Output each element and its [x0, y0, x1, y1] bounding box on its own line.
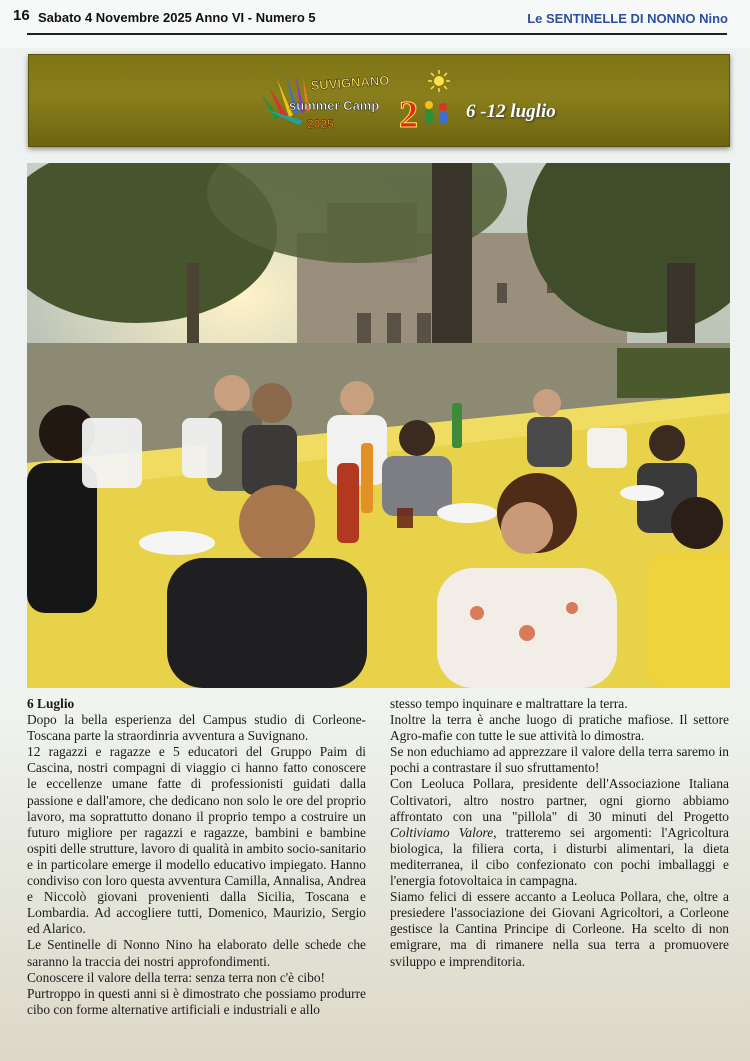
- article-text: , tratteremo sei argomenti: l'Agricoltura biologica, la filiera corta, i disturbi alimentari, la dieta mediterranea, il cibo confezionato con pochi imballaggi e l'energia fotovoltaica in campagna.: [390, 824, 729, 889]
- article-paragraph: Le Sentinelle di Nonno Nino ha elaborato delle schede che saranno la traccia dei nostri approfondimenti.: [27, 937, 366, 969]
- article-text: Con Leoluca Pollara, presidente dell'Associazione Italiana Coltivatori, altro nostro partner, ogni giorno abbiamo affrontato con una "pillola" di 30 minuti del Progetto: [390, 776, 729, 824]
- article-paragraph: stesso tempo inquinare e maltrattare la terra.: [390, 696, 628, 711]
- page-header: [0, 0, 750, 48]
- logo-number: 2: [399, 94, 418, 135]
- header-rule: [27, 33, 727, 35]
- article-paragraph: Conoscere il valore della terra: senza terra non c'è cibo!: [27, 969, 325, 985]
- article-paragraph: [390, 776, 729, 889]
- issue-date-line: Sabato 4 Novembre 2025 Anno VI - Numero 5: [38, 10, 316, 25]
- article-paragraph: Dopo la bella esperienza del Campus studio di Corleone-Toscana parte la straordinria avventura a Suvignano.: [27, 712, 366, 744]
- logo-year: 2025: [307, 117, 334, 131]
- article-column-left: [27, 696, 366, 1018]
- sun-icon: [428, 70, 450, 92]
- article-paragraph: Purtroppo in questi anni si è dimostrato che possiamo produrre cibo con forme alternative artificiali e industriali e allo: [27, 985, 366, 1017]
- page-number: 16: [13, 7, 30, 24]
- article-paragraph: Siamo felici di essere accanto a Leoluca Pollara, che, oltre a presiedere l'associazione dei Giovani Agricoltori, a Corleone gestisce la Cantina Principe di Corleone. Ha scelto di non emigrare, ma di rimanere nella sua terra a promuovere sviluppo e imprenditoria.: [390, 889, 729, 969]
- article-paragraph: Se non educhiamo ad apprezzare il valore della terra saremo in pochi a contrastare il suo sfruttamento!: [390, 744, 729, 776]
- project-name: Coltiviamo Valore: [390, 824, 494, 840]
- summer-camp-banner: [28, 54, 730, 147]
- kids-figures-icon: [425, 101, 447, 124]
- article-paragraph: 12 ragazzi e ragazze e 5 educatori del Gruppo Paim di Cascina, nostri compagni di viaggio ci hanno fatto conoscere le eccellenze umane fatte di professionisti guidati dalla passione e dall'amore, che dedicano non solo le ore del proprio lavoro, ma soprattutto donano il proprio tempo a costruire un futuro migliore per ragazzi e ragazze, bambini e bambine ospiti delle strutture, lavoro di qualità in ambito socio-sanitario e in particolare emerge il modello educativo impiegato. Hanno condiviso con loro questa avventura Camilla, Annalisa, Andrea e Niccolò giovani provenienti dalla Sicilia, Toscana e Lombardia. Ad accogliere tutti, Domenico, Maurizio, Sergio ed Alarico.: [27, 744, 366, 937]
- camp-dates: 6 -12 luglio: [466, 101, 556, 122]
- logo-word-suvignano: SUVIGNANO: [310, 72, 390, 93]
- group-dinner-photo-illustration: [27, 163, 730, 688]
- publication-name: Le SENTINELLE DI NONNO Nino: [527, 11, 728, 26]
- article-column-right: [390, 696, 729, 970]
- article-paragraph: Inoltre la terra è anche luogo di pratiche mafiose. Il settore Agro-mafie con tutte le sue attività lo dimostra.: [390, 712, 729, 744]
- group-dinner-photo: [27, 163, 730, 688]
- summer-camp-logo: [259, 65, 454, 135]
- article-date-heading: 6 Luglio: [27, 696, 75, 711]
- logo-word-summer-camp: summer Camp: [289, 98, 380, 113]
